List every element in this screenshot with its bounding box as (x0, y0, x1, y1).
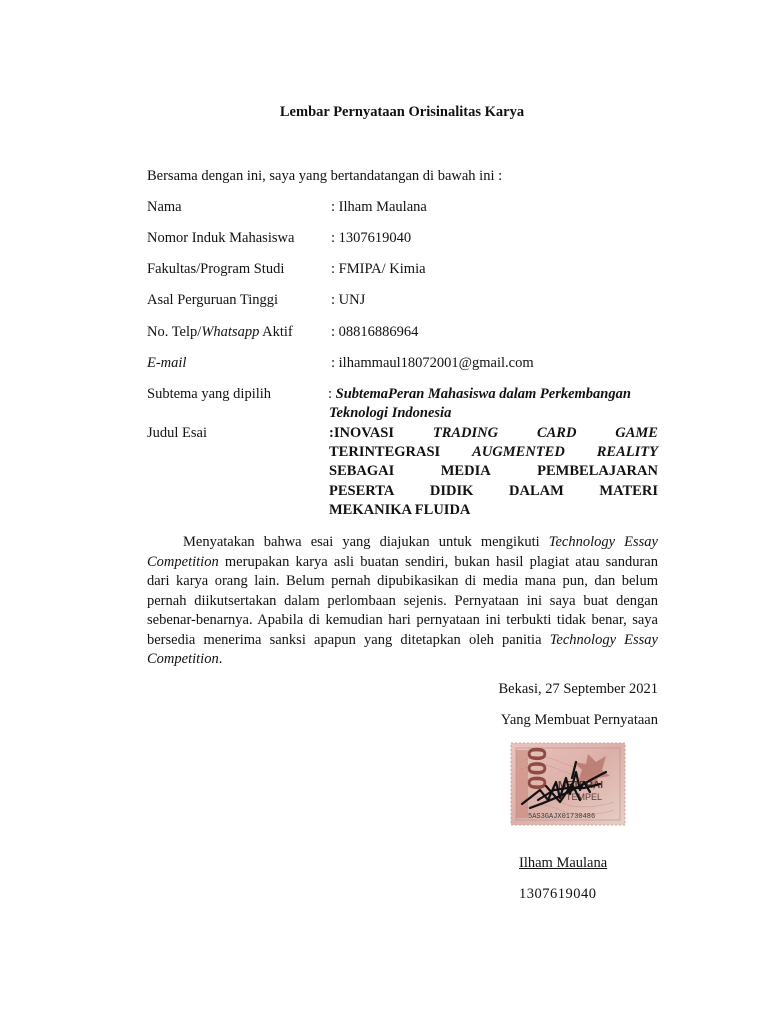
stamp-value-text: 000 (522, 746, 552, 790)
judul-row-1 (329, 425, 658, 442)
judul-word: DIDIK (429, 483, 474, 499)
label-telp (147, 324, 293, 341)
value-telp: : 08816886964 (331, 324, 419, 340)
judul-word: CARD (536, 425, 577, 441)
value-email: : ilhammaul18072001@gmail.com (331, 355, 534, 371)
signer-nim: 1307619040 (519, 886, 597, 902)
label-nim: Nomor Induk Mahasiswa (147, 230, 295, 246)
judul-word: DALAM (509, 483, 564, 499)
judul-word: REALITY (596, 444, 658, 460)
label-asal: Asal Perguruan Tinggi (147, 292, 279, 308)
statement-part-3: . (218, 651, 223, 667)
judul-word: :INOVASI (329, 425, 395, 441)
label-subtema: Subtema yang dipilih (147, 386, 272, 402)
judul-word: PESERTA (329, 483, 395, 499)
judul-row-3 (329, 463, 658, 480)
statement-part-1: Menyatakan bahwa esai yang diajukan untuk mengikuti (183, 534, 549, 550)
judul-row-5: MEKANIKA FLUIDA (329, 502, 471, 518)
subtema-text-1: SubtemaPeran Mahasiswa dalam Perkembangan (335, 386, 631, 402)
judul-word: GAME (615, 425, 658, 441)
label-fakultas: Fakultas/Program Studi (147, 261, 285, 277)
signer-heading: Yang Membuat Pernyataan (500, 712, 658, 728)
value-subtema-line1 (328, 386, 631, 403)
intro-text: Bersama dengan ini, saya yang bertandatangan di bawah ini : (147, 168, 503, 184)
place-date: Bekasi, 27 September 2021 (498, 681, 658, 697)
value-nama: : Ilham Maulana (331, 199, 427, 215)
label-telp-b: Whatsapp (201, 324, 260, 340)
value-asal: : UNJ (331, 292, 366, 308)
statement-paragraph (147, 533, 658, 670)
statement-part-2: merupakan karya asli buatan sendiri, bukan hasil plagiat atau sanduran dari karya orang lain. Belum pernah dipubikasikan di media mana pun, dan belum pernah diikutsertakan dalam perlombaan sejenis. Pernyataan ini saya buat dengan sebenar-benarnya. Apabila di kemudian hari pernyataan ini terbukti tidak benar, saya bersedia menerima sanksi apapun yang ditetapkan oleh panitia (147, 553, 658, 648)
judul-word: AUGMENTED (472, 444, 565, 460)
stamp-and-signature (510, 742, 626, 826)
value-nim: : 1307619040 (331, 230, 412, 246)
stamp-serial: 5AS3GAJX01730486 (528, 813, 596, 821)
value-subtema-line2: Teknologi Indonesia (329, 405, 452, 421)
label-nama: Nama (147, 199, 182, 215)
stamp-label-1: METERAI (558, 780, 603, 791)
judul-row-2 (329, 444, 658, 461)
statement-italic-2: Technology Essay Competition (147, 631, 658, 667)
judul-row-4 (329, 483, 658, 500)
judul-word: PEMBELAJARAN (537, 463, 658, 479)
label-judul: Judul Esai (147, 425, 208, 441)
page-title: Lembar Pernyataan Orisinalitas Karya (279, 104, 525, 120)
signer-name: Ilham Maulana (519, 855, 608, 871)
judul-word: MEDIA (440, 463, 491, 479)
meterai-stamp-icon (510, 742, 626, 826)
statement-italic-1: Technology Essay Competition (147, 534, 658, 570)
judul-word: SEBAGAI (329, 463, 395, 479)
label-telp-a: No. Telp/ (147, 324, 202, 340)
judul-word: TRADING (432, 425, 499, 441)
label-telp-c: Aktif (259, 324, 293, 340)
label-email: E-mail (147, 355, 187, 371)
value-fakultas: : FMIPA/ Kimia (331, 261, 426, 277)
judul-word: TERINTEGRASI (329, 444, 441, 460)
subtema-colon: : (328, 386, 336, 402)
stamp-label-2: TEMPEL (566, 792, 603, 802)
judul-word: MATERI (599, 483, 658, 499)
